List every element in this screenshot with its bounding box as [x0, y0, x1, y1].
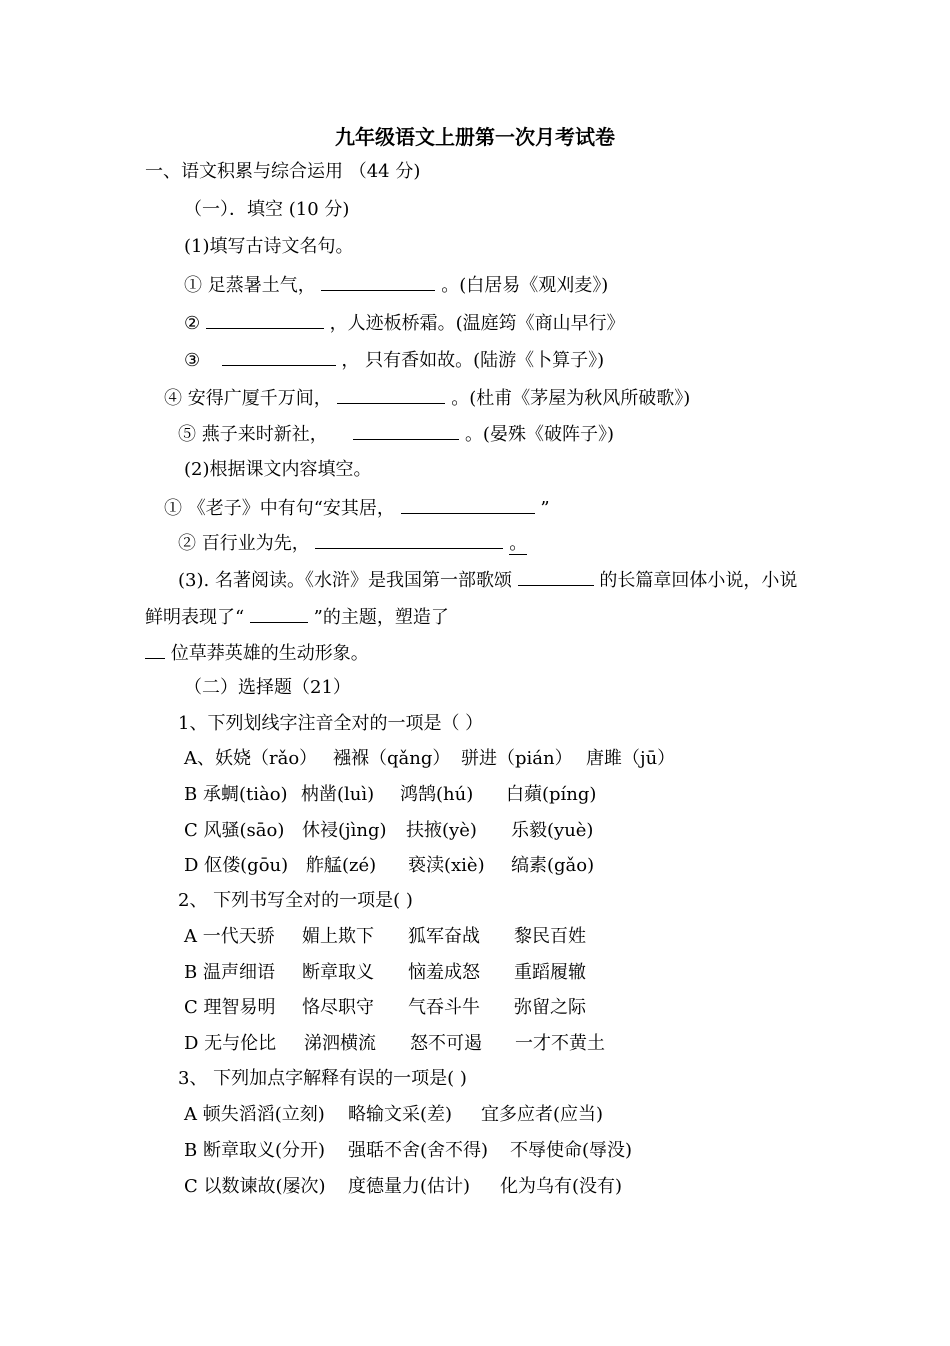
fill-item-text: ① 《老子》中有句“安其居， [164, 498, 395, 519]
fill-item-text: ，人迹板桥霜。(温庭筠《商山早行》 [329, 313, 625, 334]
option-row [184, 996, 586, 1020]
answer-blank[interactable] [353, 421, 459, 440]
reading-text: 鲜明表现了“ [145, 607, 245, 628]
option-text: 白蘋(píng) [506, 784, 597, 805]
option-text: C 风骚(sāo) [184, 820, 285, 841]
option-text: 休祲(jìng) [302, 820, 387, 841]
option-row [184, 1032, 605, 1056]
fill-item-2 [184, 310, 625, 336]
fill-item-7 [178, 530, 527, 556]
fill-item-text: ③ [184, 350, 201, 371]
option-row [184, 819, 594, 843]
part-heading-fill: （一）．填空 (10 分) [184, 199, 350, 220]
option-text: 重蹈履辙 [514, 962, 586, 983]
option-text: 强聒不舍(舍不得) [348, 1140, 489, 1161]
fill-item-text: ① 足蒸暑土气， [184, 275, 316, 296]
option-text: 不辱使命(辱没) [510, 1140, 633, 1161]
question-text: 1、下列划线字注音全对的一项是（ ） [178, 713, 484, 734]
answer-blank[interactable] [401, 495, 535, 514]
fill-item-text: 。(杜甫《茅屋为秋风所破歌》) [451, 388, 691, 409]
option-text: B 承蜩(tiào) [184, 784, 288, 805]
option-row [184, 783, 597, 807]
reading-text: 位草莽英雄的生动形象。 [170, 643, 369, 664]
fill-item-text: 。(白居易《观刈麦》) [441, 275, 609, 296]
option-text: 恪尽职守 [302, 997, 374, 1018]
option-row [184, 1103, 604, 1127]
answer-blank[interactable] [315, 530, 503, 549]
fill-item-1 [184, 272, 608, 298]
question-prompt: (2)根据课文内容填空。 [184, 459, 372, 480]
question-text: 2、 下列书写全对的一项是( ) [178, 890, 413, 911]
fill-item-3 [184, 347, 604, 373]
answer-blank[interactable] [518, 567, 594, 586]
answer-blank[interactable] [337, 385, 445, 404]
option-text: A 一代天骄 [184, 926, 275, 947]
option-text: 亵渎(xiè) [408, 855, 485, 876]
reading-text: ”的主题，塑造了 [313, 607, 449, 628]
option-text: 鸿鹄(hú) [400, 784, 474, 805]
fill-item-text: ② [184, 313, 201, 334]
option-text: D 伛偻(gōu) [184, 855, 289, 876]
section-heading: 一、语文积累与综合运用 （44 分) [145, 161, 421, 182]
fill-item-text: ② 百行业为先， [178, 533, 310, 554]
option-text: C 以数谏故(屡次) [184, 1176, 326, 1197]
option-row [184, 854, 595, 878]
option-text: 略输文采(差) [348, 1104, 453, 1125]
page-title: 九年级语文上册第一次月考试卷 [335, 125, 615, 149]
option-text: 度德量力(估计) [348, 1176, 471, 1197]
fill-item-text: ⑤ 燕子来时新社， [178, 424, 328, 445]
option-text: 恼羞成怒 [408, 962, 480, 983]
option-text: 断章取义 [302, 962, 374, 983]
option-text: 怒不可遏 [410, 1033, 482, 1054]
option-text: 弥留之际 [514, 997, 586, 1018]
reading-question-line2 [145, 604, 449, 630]
option-row [184, 1175, 623, 1199]
option-text: D 无与伦比 [184, 1033, 277, 1054]
option-text: A 顿失滔滔(立刻) [184, 1104, 325, 1125]
answer-blank[interactable] [250, 604, 308, 623]
option-text: A、妖娆（rǎo） [184, 748, 318, 769]
answer-blank[interactable] [145, 640, 165, 659]
option-text: 缟素(gǎo) [511, 855, 595, 876]
option-row [184, 925, 586, 949]
option-text: 枘凿(luì) [301, 784, 375, 805]
option-text: 狐军奋战 [408, 926, 480, 947]
option-text: 襁褓（qǎng） [333, 748, 451, 769]
fill-item-text: 。 [509, 533, 528, 554]
fill-item-text: ” [540, 498, 550, 519]
fill-item-text: ， 只有香如故。(陆游《卜算子》) [341, 350, 605, 371]
question-prompt: (1)填写古诗文名句。 [184, 236, 354, 257]
question-text: 3、 下列加点字解释有误的一项是( ) [178, 1068, 467, 1089]
option-text: 宜多应者(应当) [481, 1104, 604, 1125]
reading-question-line3 [145, 640, 369, 666]
fill-item-text: ④ 安得广厦千万间， [164, 388, 332, 409]
answer-blank[interactable] [222, 347, 336, 366]
option-text: 媚上欺下 [302, 926, 374, 947]
option-text: B 断章取义(分开) [184, 1140, 325, 1161]
answer-blank[interactable] [321, 272, 435, 291]
option-row [184, 961, 586, 985]
answer-blank[interactable] [206, 310, 324, 329]
option-text: 化为乌有(没有) [500, 1176, 623, 1197]
reading-text: 的长篇章回体小说，小说 [599, 570, 798, 591]
option-text: B 温声细语 [184, 962, 275, 983]
fill-item-4 [164, 385, 690, 411]
fill-item-5 [178, 421, 614, 447]
option-text: 一才不黄土 [515, 1033, 605, 1054]
reading-text: (3). 名著阅读。《水浒》是我国第一部歌颂 [178, 570, 512, 591]
option-text: 乐毅(yuè) [511, 820, 594, 841]
option-row [184, 747, 676, 771]
option-text: 舴艋(zé) [306, 855, 377, 876]
option-row [184, 1139, 633, 1163]
option-text: 黎民百姓 [514, 926, 586, 947]
part-heading-choice: （二）选择题（21） [184, 677, 351, 698]
reading-question-line1 [178, 567, 797, 593]
option-text: 扶掖(yè) [406, 820, 477, 841]
option-text: 气吞斗牛 [408, 997, 480, 1018]
option-text: 唐雎（jū） [586, 748, 676, 769]
option-text: C 理智易明 [184, 997, 276, 1018]
option-text: 涕泗横流 [304, 1033, 376, 1054]
fill-item-6 [164, 495, 550, 521]
option-text: 骈进（pián） [461, 748, 573, 769]
fill-item-text: 。(晏殊《破阵子》) [464, 424, 614, 445]
